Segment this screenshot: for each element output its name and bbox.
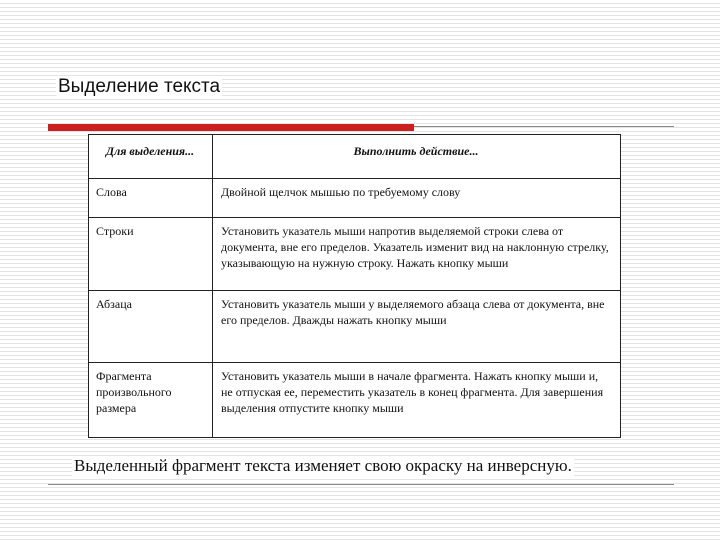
selection-table [88,134,621,438]
table-row [89,218,621,291]
row-action: Установить указатель мыши у выделяемого абзаца слева от документа, вне его пределов. Дважды нажать кнопку мыши [213,291,621,363]
footer-text: Выделенный фрагмент текста изменяет свою окраску на инверсную. [74,456,572,475]
row-action: Двойной щелчок мышью по требуемому слову [213,179,621,218]
table-header-row [89,135,621,179]
row-target: Абзаца [89,291,213,363]
table-row [89,179,621,218]
row-target: Строки [89,218,213,291]
table-row [89,291,621,363]
header-action: Выполнить действие... [213,135,621,179]
table-row [89,363,621,438]
row-action: Установить указатель мыши напротив выделяемой строки слева от документа, вне его пределов. Указатель изменит вид на наклонную стрелку, указывающую на нужную строку. Нажать кнопку мыши [213,218,621,291]
header-target: Для выделения... [89,135,213,179]
footer-divider [48,484,674,485]
accent-bar [48,124,414,131]
row-target: Слова [89,179,213,218]
row-action: Установить указатель мыши в начале фрагмента. Нажать кнопку мыши и, не отпуская ее, переместить указатель в конец фрагмента. Для завершения выделения отпустите кнопку мыши [213,363,621,438]
slide-title: Выделение текста [58,76,221,97]
title-divider [414,126,674,127]
row-target: Фрагмента произвольного размера [89,363,213,438]
